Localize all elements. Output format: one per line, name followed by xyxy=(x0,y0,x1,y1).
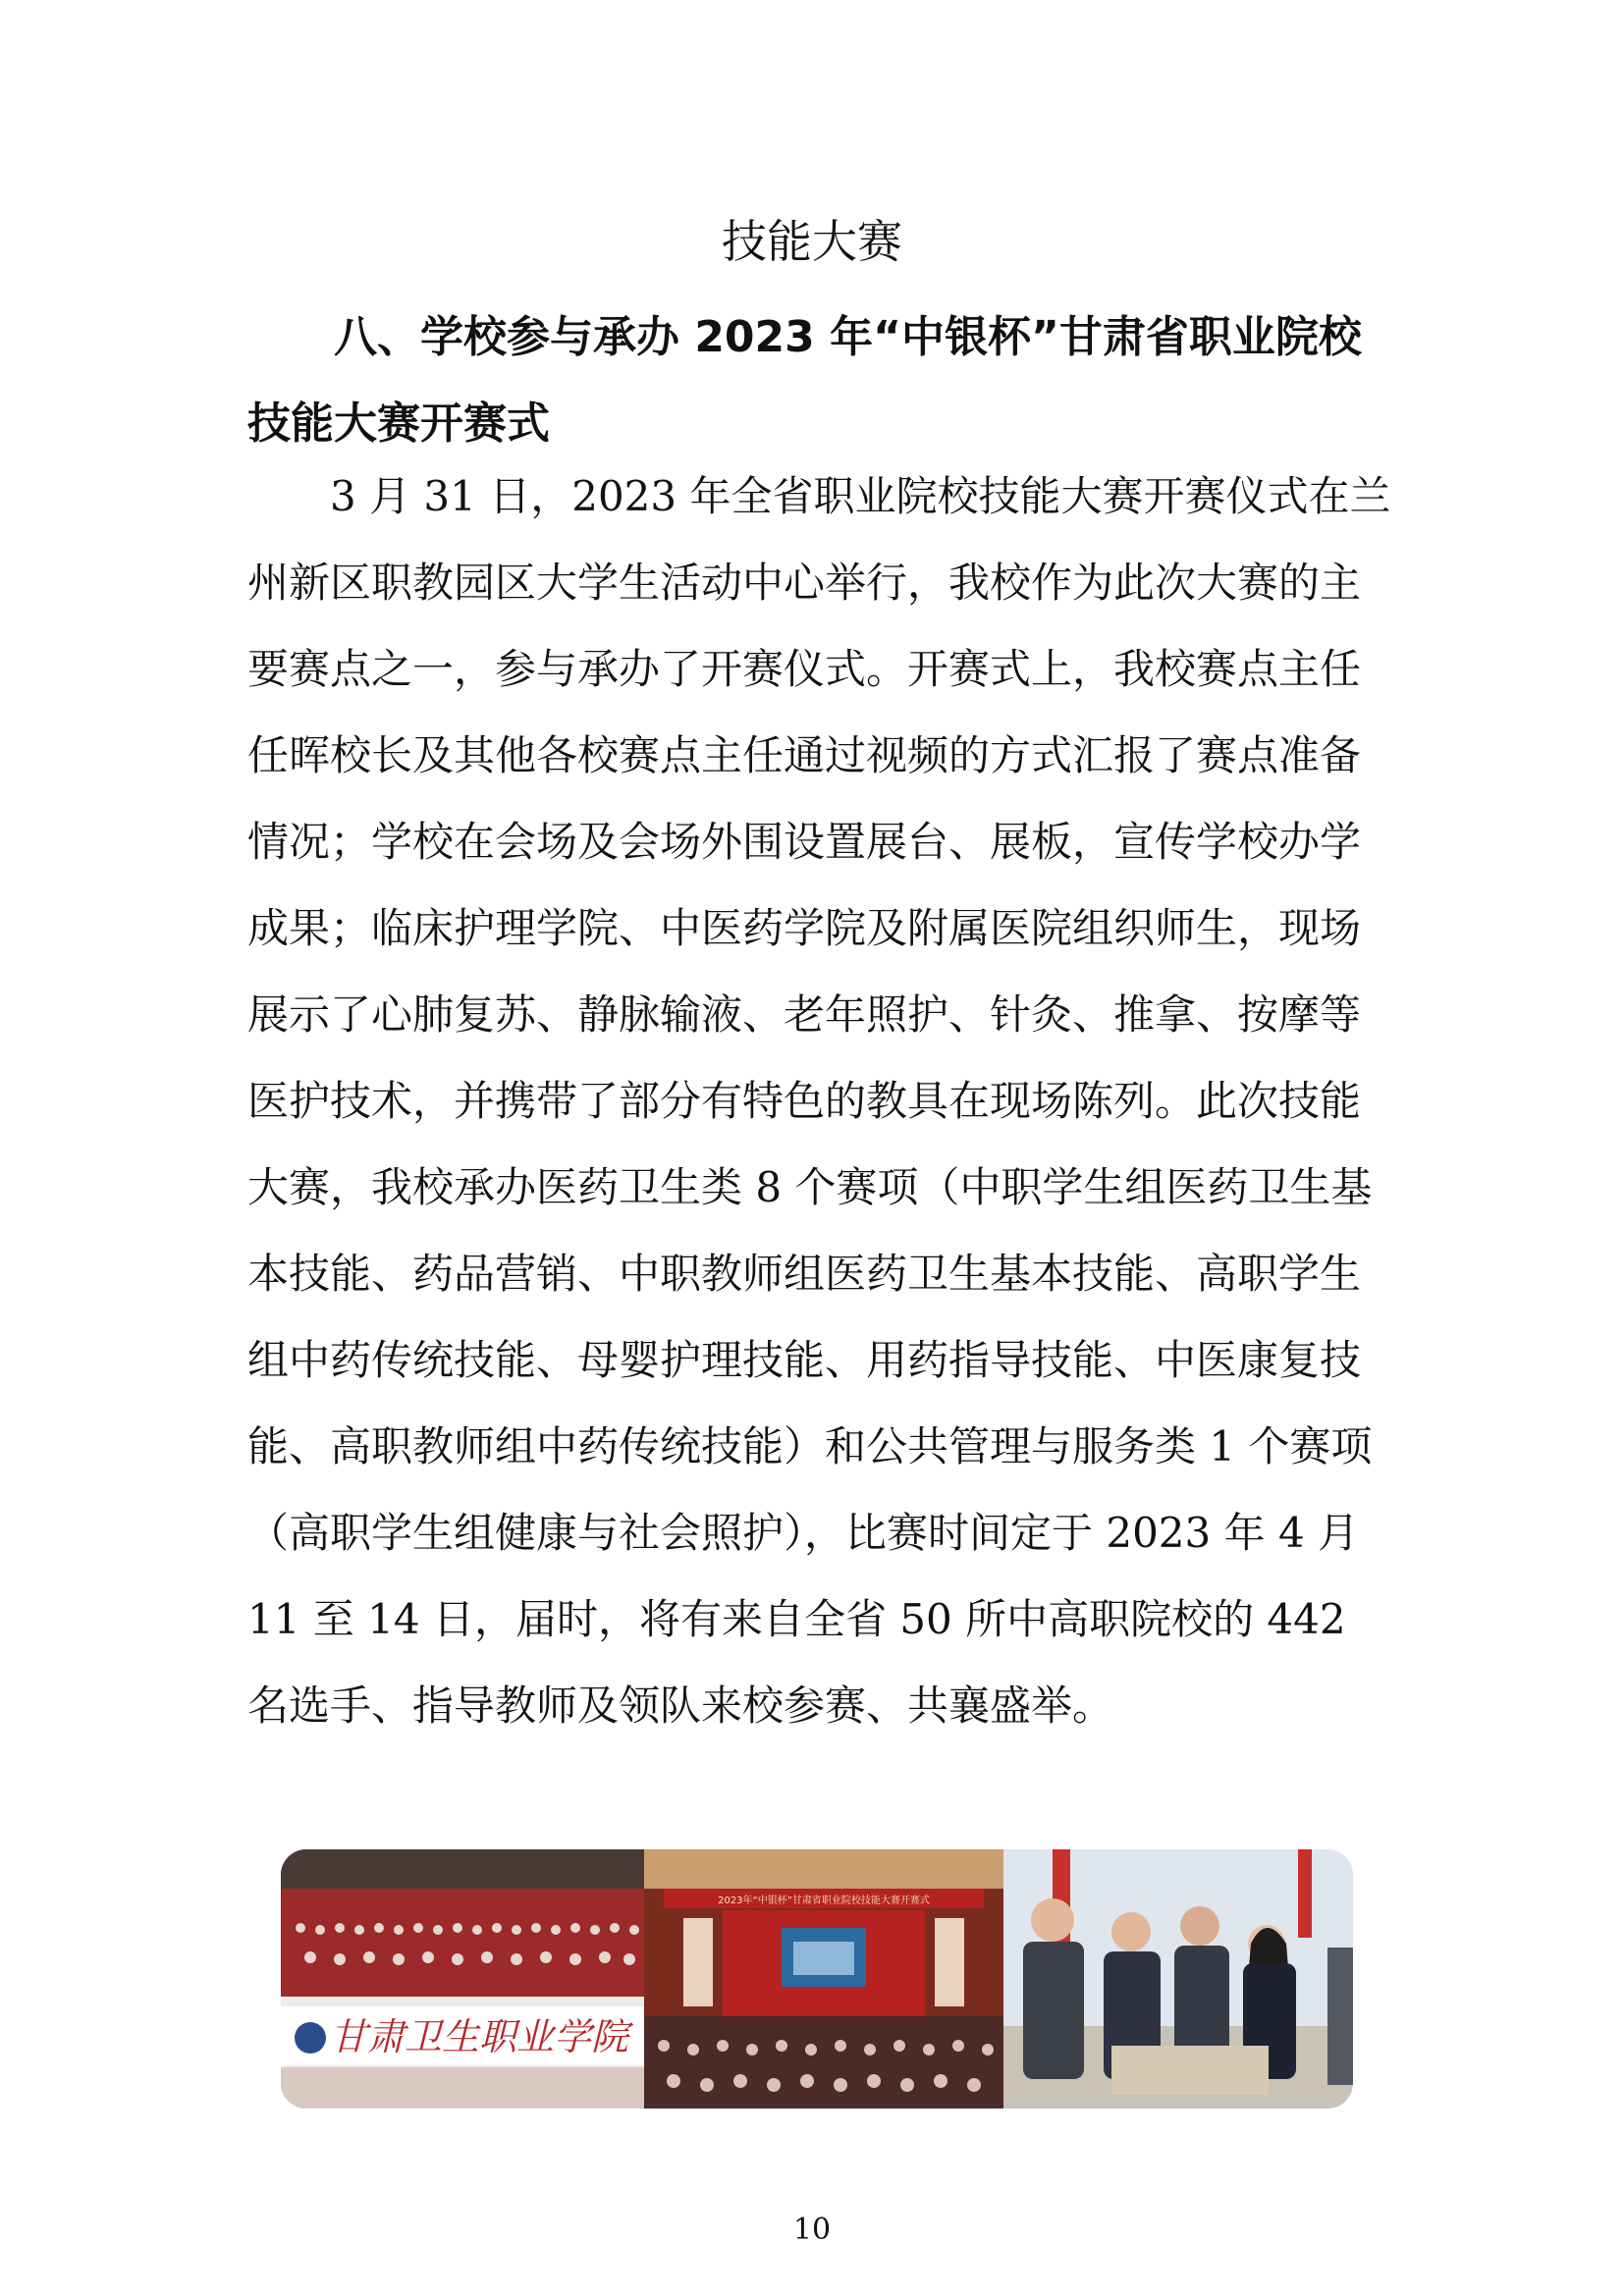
body-paragraph: 3 月 31 日，2023 年全省职业院校技能大赛开赛仪式在兰州新区职教园区大学生活动中心举行，我校作为此次大赛的主要赛点之一，参与承办了开赛仪式。开赛式上，我校赛点主任任晖校长及其他各校赛点主任通过视频的方式汇报了赛点准备情况；学校在会场及会场外围设置展台、展板，宣传学校办学成果；临床护理学院、中医药学院及附属医院组织师生，现场展示了心肺复苏、静脉输液、老年照护、针灸、推拿、按摩等医护技术，并携带了部分有特色的教具在现场陈列。此次技能大赛，我校承办医药卫生类 8 个赛项（中职学生组医药卫生基本技能、药品营销、中职教师组医药卫生基本技能、高职学生组中药传统技能、母婴护理技能、用药指导技能、中医康复技能、高职教师组中药传统技能）和公共管理与服务类 1 个赛项（高职学生组健康与社会照护），比赛时间定于 2023 年 4 月 11 至 14 日，届时，将有来自全省 50 所中高职院校的 442 名选手、指导教师及领队来校参赛、共襄盛举。 xyxy=(247,472,1391,1730)
page-title: 技能大赛 xyxy=(722,215,902,268)
photo-strip xyxy=(281,1849,1353,2109)
auditorium-photo xyxy=(644,1849,1003,2109)
stage-banner-text: 2023年“中银杯”甘肃省职业院校技能大赛开赛式 xyxy=(718,1896,930,1906)
page-number: 10 xyxy=(792,2213,832,2247)
exhibition-photo xyxy=(1003,1849,1353,2109)
banner-text: 甘肃卫生职业学院 xyxy=(330,2015,629,2058)
group-photo xyxy=(281,1849,644,2109)
section-heading: 八、学校参与承办 2023 年“中银杯”甘肃省职业院校技能大赛开赛式 xyxy=(247,312,1362,449)
